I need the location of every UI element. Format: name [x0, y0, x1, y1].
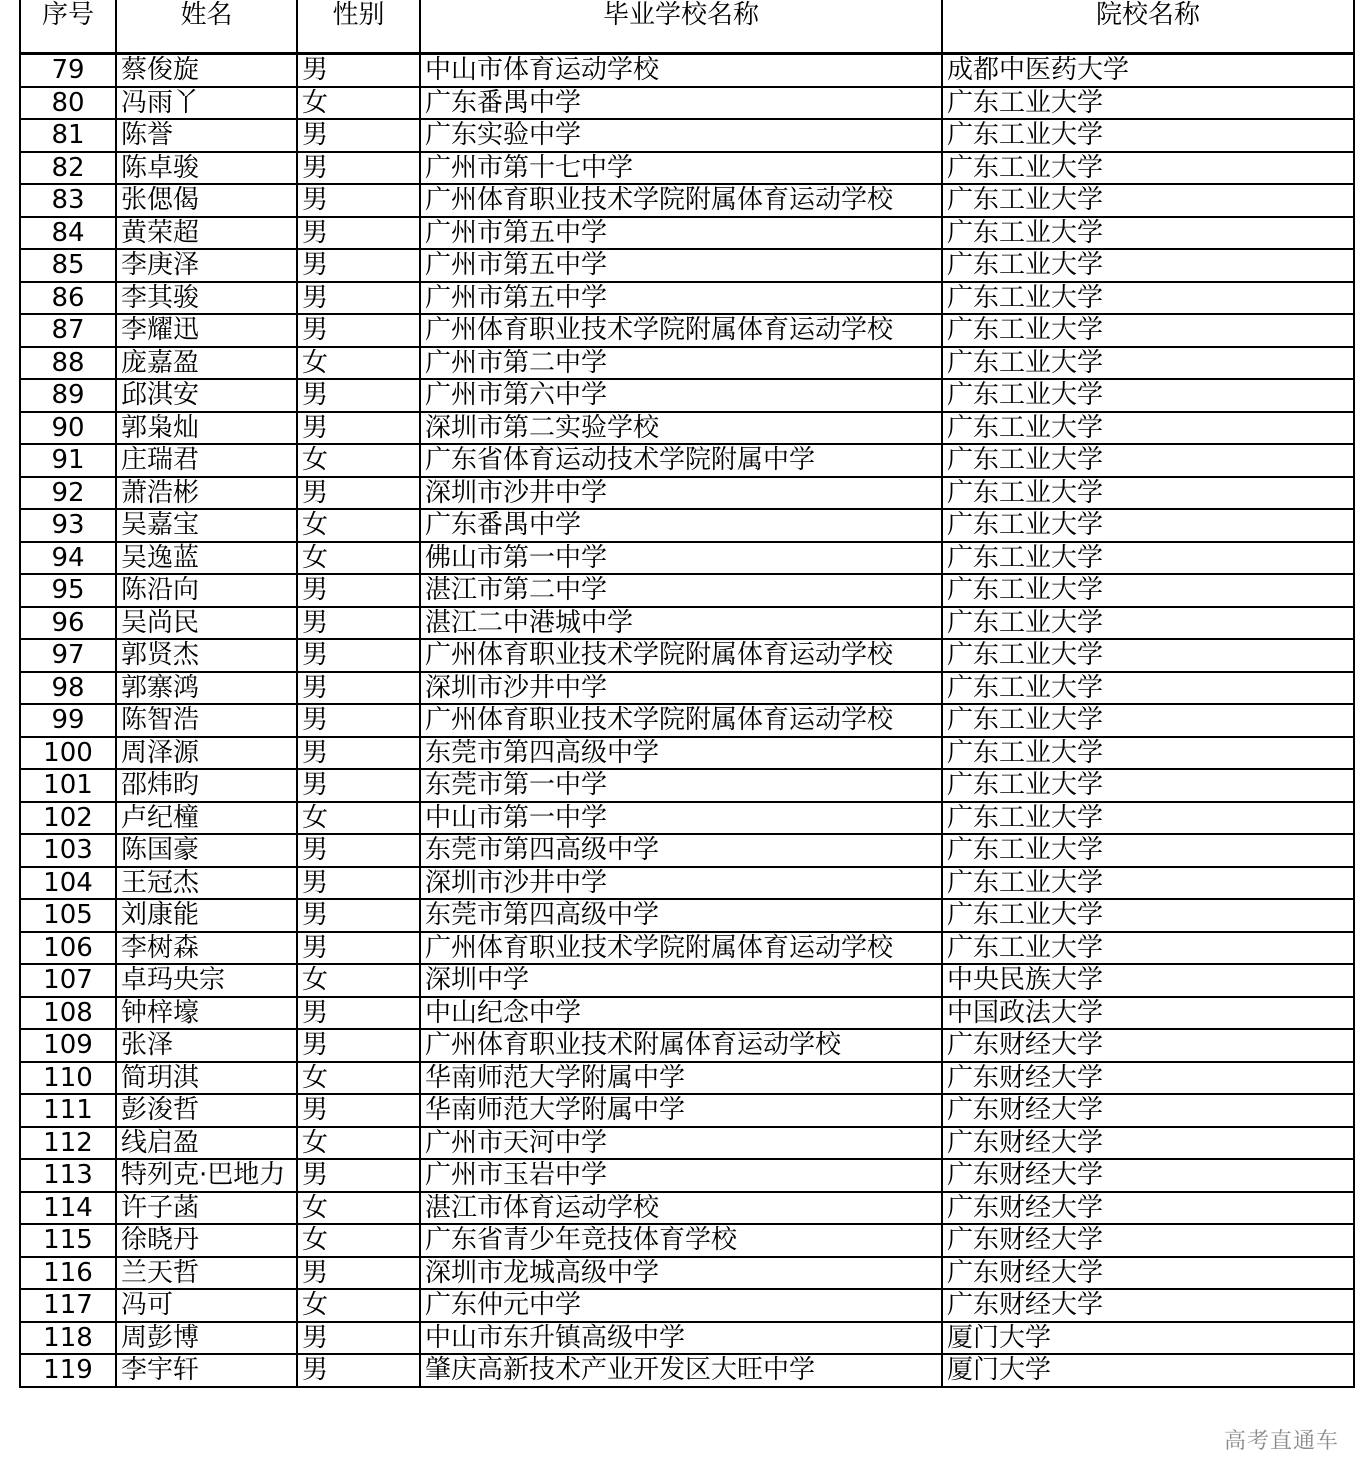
cell-index: 102	[20, 802, 116, 835]
cell-gender: 女	[297, 1127, 420, 1160]
cell-graduated-school: 东莞市第四高级中学	[420, 737, 942, 770]
cell-graduated-school: 广州体育职业技术学院附属体育运动学校	[420, 314, 942, 347]
table-row	[20, 152, 1354, 185]
cell-university: 广东财经大学	[942, 1062, 1354, 1095]
cell-name: 徐晓丹	[116, 1224, 297, 1257]
table-row	[20, 997, 1354, 1030]
cell-gender: 男	[297, 639, 420, 672]
cell-name: 庞嘉盈	[116, 347, 297, 380]
cell-graduated-school: 湛江二中港城中学	[420, 607, 942, 640]
cell-university: 广东工业大学	[942, 899, 1354, 932]
cell-university: 广东工业大学	[942, 152, 1354, 185]
table-row	[20, 87, 1354, 120]
cell-graduated-school: 中山市体育运动学校	[420, 54, 942, 87]
cell-university: 广东工业大学	[942, 119, 1354, 152]
cell-graduated-school: 广东省青少年竞技体育学校	[420, 1224, 942, 1257]
table-row	[20, 769, 1354, 802]
cell-university: 广东工业大学	[942, 477, 1354, 510]
table-row	[20, 1354, 1354, 1387]
cell-name: 卢纪橦	[116, 802, 297, 835]
table-row	[20, 1127, 1354, 1160]
cell-name: 陈卓骏	[116, 152, 297, 185]
table-body	[20, 54, 1354, 1387]
cell-gender: 男	[297, 769, 420, 802]
cell-name: 陈国豪	[116, 834, 297, 867]
cell-university: 广东财经大学	[942, 1159, 1354, 1192]
cell-name: 张偲偈	[116, 184, 297, 217]
cell-name: 萧浩彬	[116, 477, 297, 510]
cell-gender: 男	[297, 574, 420, 607]
cell-name: 吴逸蓝	[116, 542, 297, 575]
cell-name: 蔡俊旋	[116, 54, 297, 87]
cell-graduated-school: 广州体育职业技术学院附属体育运动学校	[420, 184, 942, 217]
header-university: 院校名称	[942, 0, 1354, 54]
cell-index: 86	[20, 282, 116, 315]
cell-graduated-school: 中山市第一中学	[420, 802, 942, 835]
cell-index: 80	[20, 87, 116, 120]
watermark: 高考直通车	[1223, 1429, 1339, 1454]
cell-gender: 男	[297, 932, 420, 965]
cell-name: 陈誉	[116, 119, 297, 152]
cell-university: 广东工业大学	[942, 282, 1354, 315]
table-row	[20, 1159, 1354, 1192]
cell-gender: 男	[297, 834, 420, 867]
cell-name: 邵炜昀	[116, 769, 297, 802]
cell-university: 广东工业大学	[942, 542, 1354, 575]
cell-index: 109	[20, 1029, 116, 1062]
cell-gender: 男	[297, 184, 420, 217]
table-row	[20, 1257, 1354, 1290]
cell-name: 许子菡	[116, 1192, 297, 1225]
table-row	[20, 899, 1354, 932]
cell-university: 广东工业大学	[942, 574, 1354, 607]
cell-graduated-school: 广州体育职业技术学院附属体育运动学校	[420, 639, 942, 672]
table-row	[20, 444, 1354, 477]
cell-name: 周彭博	[116, 1322, 297, 1355]
table-row	[20, 574, 1354, 607]
cell-name: 线启盈	[116, 1127, 297, 1160]
cell-index: 88	[20, 347, 116, 380]
cell-gender: 男	[297, 1029, 420, 1062]
cell-index: 115	[20, 1224, 116, 1257]
cell-graduated-school: 广州市第五中学	[420, 249, 942, 282]
cell-graduated-school: 深圳市沙井中学	[420, 477, 942, 510]
cell-name: 吴嘉宝	[116, 509, 297, 542]
cell-graduated-school: 东莞市第四高级中学	[420, 899, 942, 932]
cell-index: 92	[20, 477, 116, 510]
cell-index: 107	[20, 964, 116, 997]
cell-university: 广东工业大学	[942, 704, 1354, 737]
cell-university: 广东工业大学	[942, 444, 1354, 477]
cell-graduated-school: 湛江市第二中学	[420, 574, 942, 607]
cell-index: 113	[20, 1159, 116, 1192]
cell-name: 兰天哲	[116, 1257, 297, 1290]
cell-gender: 男	[297, 867, 420, 900]
cell-gender: 女	[297, 87, 420, 120]
cell-graduated-school: 广东省体育运动技术学院附属中学	[420, 444, 942, 477]
cell-university: 广东工业大学	[942, 672, 1354, 705]
cell-index: 89	[20, 379, 116, 412]
table-row	[20, 54, 1354, 87]
cell-gender: 男	[297, 1354, 420, 1387]
cell-name: 李其骏	[116, 282, 297, 315]
cell-university: 广东工业大学	[942, 769, 1354, 802]
cell-university: 广东财经大学	[942, 1224, 1354, 1257]
admission-list-table	[19, 0, 1355, 1388]
cell-name: 刘康能	[116, 899, 297, 932]
cell-gender: 女	[297, 542, 420, 575]
cell-gender: 男	[297, 217, 420, 250]
table-row	[20, 119, 1354, 152]
cell-name: 陈智浩	[116, 704, 297, 737]
cell-university: 广东工业大学	[942, 932, 1354, 965]
cell-graduated-school: 华南师范大学附属中学	[420, 1062, 942, 1095]
cell-gender: 男	[297, 412, 420, 445]
cell-gender: 女	[297, 802, 420, 835]
cell-gender: 男	[297, 314, 420, 347]
table-row	[20, 1289, 1354, 1322]
cell-university: 广东工业大学	[942, 184, 1354, 217]
cell-name: 郭枭灿	[116, 412, 297, 445]
cell-name: 钟梓壕	[116, 997, 297, 1030]
cell-gender: 男	[297, 607, 420, 640]
table-row	[20, 639, 1354, 672]
cell-gender: 女	[297, 509, 420, 542]
table-row	[20, 672, 1354, 705]
table-row	[20, 834, 1354, 867]
table-row	[20, 217, 1354, 250]
header-index: 序号	[20, 0, 116, 54]
cell-graduated-school: 深圳市龙城高级中学	[420, 1257, 942, 1290]
cell-graduated-school: 深圳市沙井中学	[420, 672, 942, 705]
table-row	[20, 964, 1354, 997]
cell-name: 冯雨丫	[116, 87, 297, 120]
header-graduated-school: 毕业学校名称	[420, 0, 942, 54]
cell-graduated-school: 深圳市第二实验学校	[420, 412, 942, 445]
cell-index: 79	[20, 54, 116, 87]
cell-gender: 男	[297, 704, 420, 737]
table-row	[20, 802, 1354, 835]
cell-name: 李耀迅	[116, 314, 297, 347]
cell-graduated-school: 广州体育职业技术附属体育运动学校	[420, 1029, 942, 1062]
table-row	[20, 607, 1354, 640]
table-row	[20, 249, 1354, 282]
cell-graduated-school: 广州市玉岩中学	[420, 1159, 942, 1192]
cell-graduated-school: 深圳市沙井中学	[420, 867, 942, 900]
cell-gender: 男	[297, 1094, 420, 1127]
cell-university: 厦门大学	[942, 1354, 1354, 1387]
cell-index: 111	[20, 1094, 116, 1127]
cell-gender: 男	[297, 152, 420, 185]
cell-university: 厦门大学	[942, 1322, 1354, 1355]
cell-index: 118	[20, 1322, 116, 1355]
header-name: 姓名	[116, 0, 297, 54]
cell-graduated-school: 佛山市第一中学	[420, 542, 942, 575]
cell-university: 广东工业大学	[942, 412, 1354, 445]
cell-index: 116	[20, 1257, 116, 1290]
cell-university: 广东工业大学	[942, 639, 1354, 672]
cell-graduated-school: 广州市第二中学	[420, 347, 942, 380]
table-row	[20, 1029, 1354, 1062]
cell-name: 冯可	[116, 1289, 297, 1322]
table-row	[20, 1322, 1354, 1355]
cell-name: 简玥淇	[116, 1062, 297, 1095]
cell-gender: 男	[297, 737, 420, 770]
cell-university: 广东工业大学	[942, 347, 1354, 380]
cell-graduated-school: 广州市天河中学	[420, 1127, 942, 1160]
cell-graduated-school: 肇庆高新技术产业开发区大旺中学	[420, 1354, 942, 1387]
cell-gender: 男	[297, 672, 420, 705]
cell-university: 广东财经大学	[942, 1094, 1354, 1127]
cell-index: 94	[20, 542, 116, 575]
table-row	[20, 509, 1354, 542]
header-row	[20, 0, 1354, 54]
cell-graduated-school: 广州市第十七中学	[420, 152, 942, 185]
cell-name: 李庚泽	[116, 249, 297, 282]
cell-index: 90	[20, 412, 116, 445]
cell-index: 110	[20, 1062, 116, 1095]
cell-university: 广东财经大学	[942, 1289, 1354, 1322]
cell-index: 98	[20, 672, 116, 705]
cell-university: 广东财经大学	[942, 1192, 1354, 1225]
cell-name: 周泽源	[116, 737, 297, 770]
cell-gender: 女	[297, 347, 420, 380]
table-row	[20, 412, 1354, 445]
table-row	[20, 1094, 1354, 1127]
cell-index: 93	[20, 509, 116, 542]
cell-graduated-school: 广东番禺中学	[420, 509, 942, 542]
cell-gender: 男	[297, 997, 420, 1030]
table-row	[20, 542, 1354, 575]
table-row	[20, 379, 1354, 412]
cell-name: 庄瑞君	[116, 444, 297, 477]
cell-graduated-school: 广州体育职业技术学院附属体育运动学校	[420, 932, 942, 965]
cell-gender: 男	[297, 282, 420, 315]
cell-graduated-school: 中山市东升镇高级中学	[420, 1322, 942, 1355]
cell-index: 100	[20, 737, 116, 770]
table-row	[20, 704, 1354, 737]
cell-index: 119	[20, 1354, 116, 1387]
cell-gender: 女	[297, 1224, 420, 1257]
cell-name: 张泽	[116, 1029, 297, 1062]
table-row	[20, 314, 1354, 347]
cell-index: 85	[20, 249, 116, 282]
table-row	[20, 282, 1354, 315]
cell-name: 邱淇安	[116, 379, 297, 412]
cell-gender: 男	[297, 1322, 420, 1355]
cell-university: 广东工业大学	[942, 737, 1354, 770]
table-row	[20, 1062, 1354, 1095]
cell-university: 广东工业大学	[942, 87, 1354, 120]
cell-index: 91	[20, 444, 116, 477]
cell-gender: 女	[297, 1289, 420, 1322]
admission-list-table-container	[19, 0, 1353, 1388]
cell-university: 成都中医药大学	[942, 54, 1354, 87]
table-row	[20, 347, 1354, 380]
cell-gender: 女	[297, 1192, 420, 1225]
cell-index: 104	[20, 867, 116, 900]
table-row	[20, 737, 1354, 770]
cell-university: 广东工业大学	[942, 834, 1354, 867]
cell-university: 广东工业大学	[942, 379, 1354, 412]
cell-name: 特列克·巴地力	[116, 1159, 297, 1192]
cell-university: 广东工业大学	[942, 607, 1354, 640]
cell-index: 81	[20, 119, 116, 152]
cell-graduated-school: 广东仲元中学	[420, 1289, 942, 1322]
cell-graduated-school: 广东实验中学	[420, 119, 942, 152]
cell-name: 李树森	[116, 932, 297, 965]
cell-university: 中央民族大学	[942, 964, 1354, 997]
cell-university: 广东财经大学	[942, 1257, 1354, 1290]
cell-university: 广东财经大学	[942, 1029, 1354, 1062]
cell-gender: 女	[297, 1062, 420, 1095]
cell-name: 卓玛央宗	[116, 964, 297, 997]
cell-index: 106	[20, 932, 116, 965]
cell-index: 103	[20, 834, 116, 867]
cell-index: 82	[20, 152, 116, 185]
cell-graduated-school: 湛江市体育运动学校	[420, 1192, 942, 1225]
cell-index: 97	[20, 639, 116, 672]
cell-gender: 男	[297, 119, 420, 152]
cell-gender: 男	[297, 899, 420, 932]
cell-gender: 男	[297, 379, 420, 412]
cell-gender: 女	[297, 444, 420, 477]
cell-name: 郭寨鸿	[116, 672, 297, 705]
cell-graduated-school: 东莞市第一中学	[420, 769, 942, 802]
cell-index: 105	[20, 899, 116, 932]
cell-graduated-school: 东莞市第四高级中学	[420, 834, 942, 867]
cell-index: 108	[20, 997, 116, 1030]
cell-gender: 男	[297, 1159, 420, 1192]
cell-gender: 男	[297, 54, 420, 87]
cell-index: 96	[20, 607, 116, 640]
cell-index: 87	[20, 314, 116, 347]
table-row	[20, 184, 1354, 217]
cell-university: 广东工业大学	[942, 802, 1354, 835]
table-row	[20, 477, 1354, 510]
cell-gender: 男	[297, 249, 420, 282]
cell-graduated-school: 深圳中学	[420, 964, 942, 997]
cell-university: 广东工业大学	[942, 509, 1354, 542]
cell-name: 王冠杰	[116, 867, 297, 900]
table-row	[20, 932, 1354, 965]
cell-graduated-school: 广州体育职业技术学院附属体育运动学校	[420, 704, 942, 737]
table-header	[20, 0, 1354, 54]
header-gender: 性别	[297, 0, 420, 54]
cell-index: 117	[20, 1289, 116, 1322]
cell-graduated-school: 广州市第五中学	[420, 282, 942, 315]
cell-university: 广东工业大学	[942, 314, 1354, 347]
cell-name: 黄荣超	[116, 217, 297, 250]
cell-graduated-school: 广州市第五中学	[420, 217, 942, 250]
cell-name: 李宇轩	[116, 1354, 297, 1387]
table-row	[20, 1192, 1354, 1225]
cell-graduated-school: 广东番禺中学	[420, 87, 942, 120]
cell-gender: 男	[297, 477, 420, 510]
cell-index: 114	[20, 1192, 116, 1225]
cell-index: 95	[20, 574, 116, 607]
cell-university: 广东工业大学	[942, 249, 1354, 282]
cell-university: 广东工业大学	[942, 867, 1354, 900]
cell-name: 郭贤杰	[116, 639, 297, 672]
cell-graduated-school: 华南师范大学附属中学	[420, 1094, 942, 1127]
cell-name: 彭浚哲	[116, 1094, 297, 1127]
cell-index: 99	[20, 704, 116, 737]
cell-index: 83	[20, 184, 116, 217]
cell-university: 中国政法大学	[942, 997, 1354, 1030]
table-row	[20, 867, 1354, 900]
cell-index: 84	[20, 217, 116, 250]
cell-graduated-school: 中山纪念中学	[420, 997, 942, 1030]
cell-index: 112	[20, 1127, 116, 1160]
cell-index: 101	[20, 769, 116, 802]
cell-university: 广东财经大学	[942, 1127, 1354, 1160]
cell-gender: 女	[297, 964, 420, 997]
cell-gender: 男	[297, 1257, 420, 1290]
cell-name: 吴尚民	[116, 607, 297, 640]
table-row	[20, 1224, 1354, 1257]
cell-name: 陈沿向	[116, 574, 297, 607]
cell-graduated-school: 广州市第六中学	[420, 379, 942, 412]
cell-university: 广东工业大学	[942, 217, 1354, 250]
